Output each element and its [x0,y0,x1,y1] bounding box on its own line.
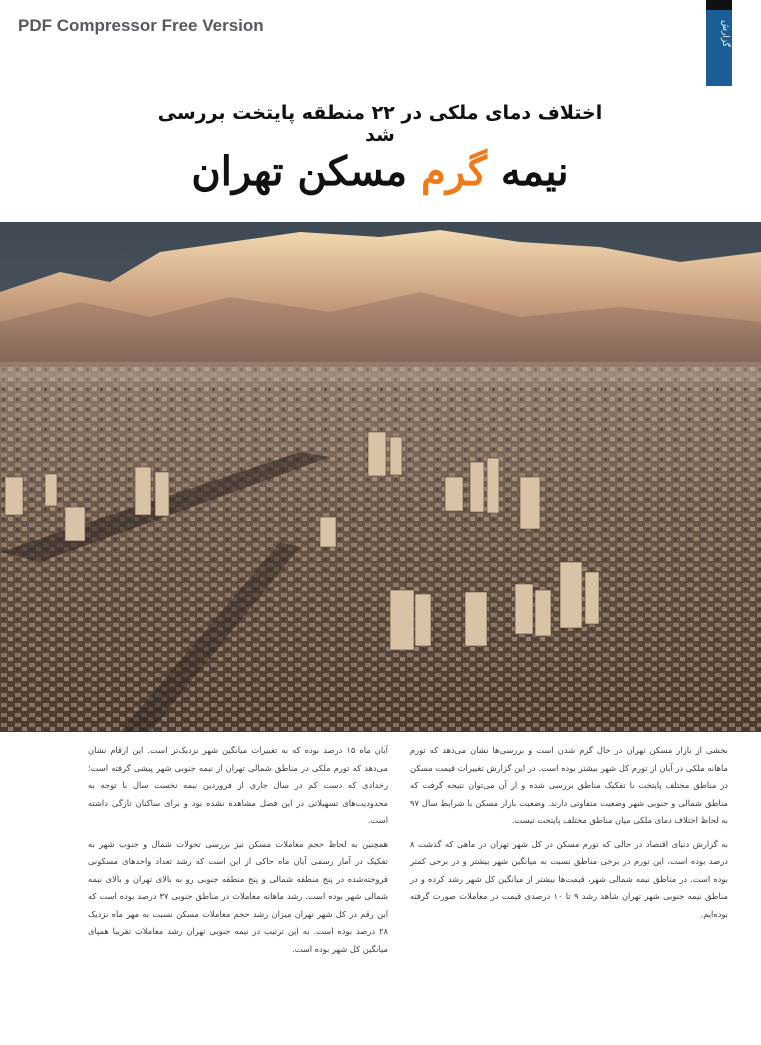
body-column-right [410,742,728,929]
body-column-left [88,742,388,964]
paragraph: به گزارش دنیای اقتصاد در حالی که تورم مسکن در کل شهر تهران در ماهی که گذشت ۸ درصد بوده است، این تورم در برخی مناطق نسبت به میانگین شهر بیشتر و در برخی کمتر بوده است. در مناطق نیمه شمالی شهر، قیمت‌ها بیشتر از میانگین کل شهر رشد کرده و در مناطق نیمه جنوبی شهر تهران شاهد رشد ۹ تا ۱۰ درصدی قیمت در معاملات صورت گرفته بوده‌ایم. [410,838,728,919]
tehran-cityscape-photo [0,222,761,732]
article-title [180,148,580,195]
article-subtitle: اختلاف دمای ملکی در ۲۲ منطقه پایتخت بررسی شد [157,102,603,146]
paragraph: بخشی از بازار مسکن تهران در حال گرم شدن است و بررسی‌ها نشان می‌دهد که تورم ماهانه ملکی در آبان از تورم کل شهر بیشتر بوده است. در این گزارش تغییرات قیمت مسکن در مناطق مختلف پایتخت با تفکیک مناطق بررسی شده و از آن می‌توان نتیجه گرفت که مناطق شمالی و جنوبی شهر وضعیت متفاوتی دارند. وضعیت بازار مسکن با شرایط سال ۹۷ به لحاظ اختلاف دمای ملکی میان مناطق مختلف پایتخت نیست. [410,745,728,825]
section-tab [706,0,732,86]
pdf-watermark: PDF Compressor Free Version [18,16,264,35]
paragraph: آبان ماه ۱۵ درصد بوده که به تغییرات میانگین شهر نزدیک‌تر است. این ارقام نشان می‌دهد که تورم ملکی در مناطق شمالی تهران از نیمه جنوبی شهر پیشی گرفته است؛ رخدادی که دست کم در سال جاری از فروردین نیمه نخست سال با توجه به محدودیت‌های تسهیلاتی در این فصل مشاهده نشده بود و برای ساکنان تازگی داشته است. [88,745,388,825]
section-label: گزارش [720,20,730,48]
title-part1: نیمه [500,148,569,195]
paragraph: همچنین به لحاظ حجم معاملات مسکن نیز بررسی تحولات شمال و جنوب شهر به تفکیک در آمار رسمی آبان ماه حاکی از این است که رشد تعداد واحدهای مسکونی فروخته‌شده در پنج منطقه شمالی و پنج منطقه جنوبی رو به بالای تهران و بالای نیمه شمالی شهر بوده است. رشد ماهانه معاملات در مناطق جنوبی ۳۷ درصد بوده است که این رقم در کل شهر تهران میزان رشد حجم معاملات مسکن نسبت به مهر ماه نزدیک ۲۸ درصد بوده است. به این ترتیب در نیمه جنوبی تهران رشد معاملات تقریبا همپای میانگین کل شهر بوده است. [88,838,388,954]
title-accent: گرم [421,148,487,195]
title-part2: مسکن تهران [191,148,408,195]
